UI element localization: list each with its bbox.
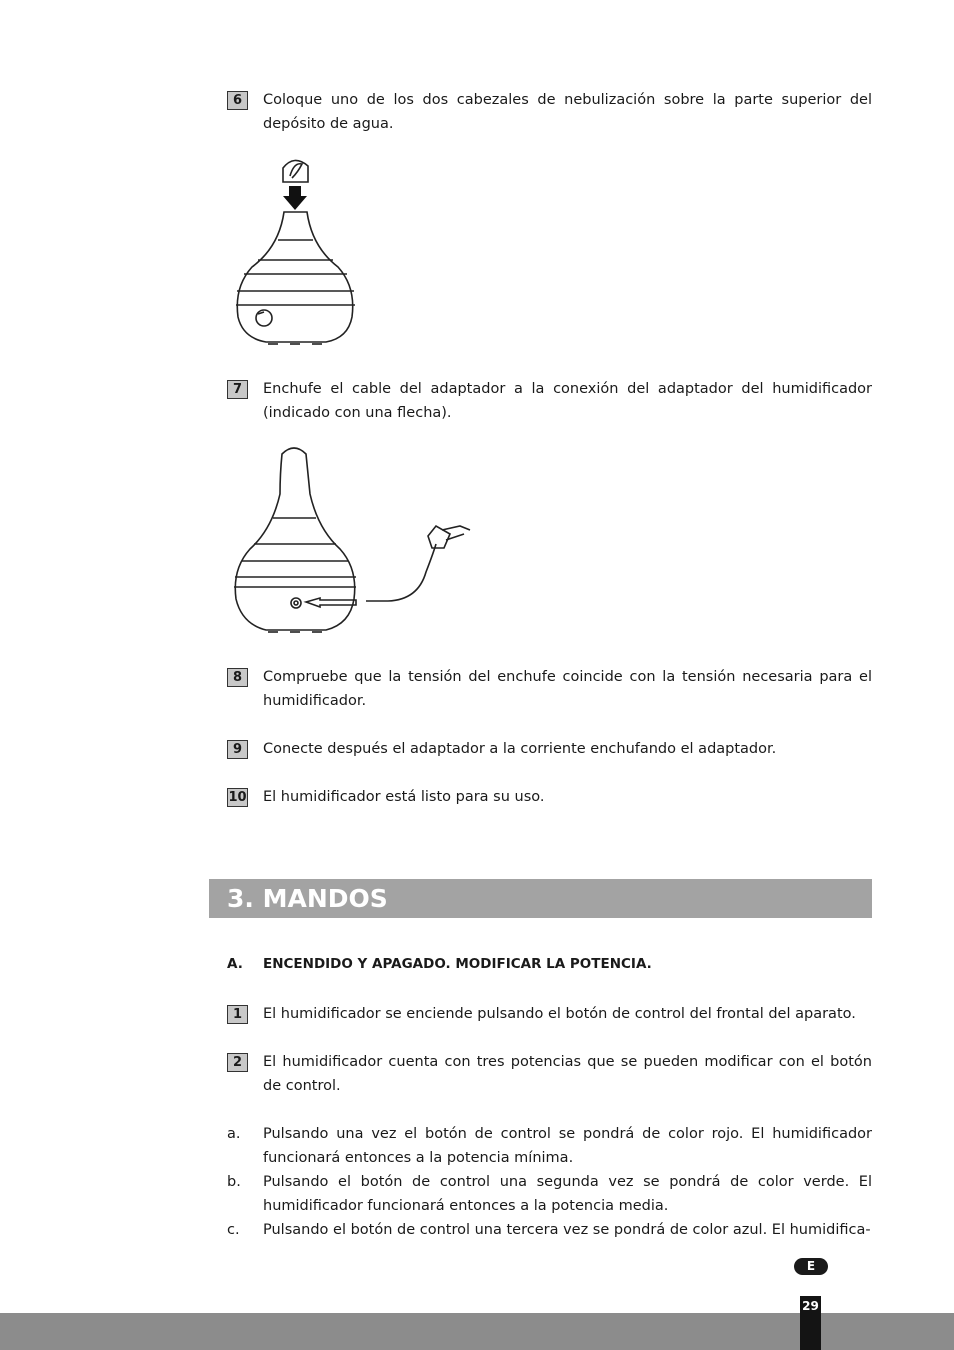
- step-text: El humidificador se enciende pulsando el botón de control del frontal del aparato.: [263, 1006, 856, 1022]
- step-number: 8: [227, 668, 248, 687]
- step-text: El humidificador está listo para su uso.: [263, 789, 545, 805]
- step-number: 2: [227, 1053, 248, 1072]
- step-text: Coloque uno de los dos cabezales de nebulización sobre la parte superior del depósito de agua.: [263, 92, 872, 132]
- step-number: 10: [228, 790, 247, 805]
- subsection-heading: [227, 956, 652, 972]
- step-number: 1: [227, 1005, 248, 1024]
- option-text: Pulsando el botón de control una segunda vez se pondrá de color verde. El humidificador funcionará entonces a la potencia media.: [263, 1174, 872, 1214]
- option-text: Pulsando el botón de control una tercera vez se pondrá de color azul. El humidifica-: [263, 1222, 871, 1238]
- option-b: [227, 1170, 872, 1218]
- step-number: 6: [227, 91, 248, 110]
- step-10: [227, 788, 872, 812]
- subsection-title: ENCENDIDO Y APAGADO. MODIFICAR LA POTENCIA.: [263, 956, 652, 972]
- step-8: [227, 668, 872, 716]
- step-7: [227, 380, 872, 428]
- step-number: 9: [227, 740, 248, 759]
- option-marker: b.: [227, 1174, 241, 1190]
- step-9: [227, 740, 872, 764]
- adapter-connection-figure: [228, 444, 473, 636]
- control-step-1: [227, 1005, 872, 1029]
- humidifier-head-figure: [228, 152, 363, 348]
- subsection-letter: A.: [227, 956, 243, 972]
- step-number: 7: [227, 380, 248, 399]
- step-text: Compruebe que la tensión del enchufe coincide con la tensión necesaria para el humidificador.: [263, 669, 872, 709]
- step-text: El humidificador cuenta con tres potencias que se pueden modificar con el botón de control.: [263, 1054, 872, 1094]
- section-heading: 3. MANDOS: [209, 879, 872, 918]
- option-marker: a.: [227, 1126, 241, 1142]
- control-step-2: [227, 1053, 872, 1101]
- step-text: Enchufe el cable del adaptador a la conexión del adaptador del humidificador (indicado con una flecha).: [263, 381, 872, 421]
- page-number: 29: [800, 1296, 821, 1350]
- option-marker: c.: [227, 1222, 240, 1238]
- language-badge: E: [794, 1258, 828, 1275]
- option-text: Pulsando una vez el botón de control se pondrá de color rojo. El humidificador funcionará entonces a la potencia mínima.: [263, 1126, 872, 1166]
- option-c: [227, 1218, 872, 1242]
- step-text: Conecte después el adaptador a la corriente enchufando el adaptador.: [263, 741, 777, 757]
- option-a: [227, 1122, 872, 1170]
- step-6: [227, 91, 872, 139]
